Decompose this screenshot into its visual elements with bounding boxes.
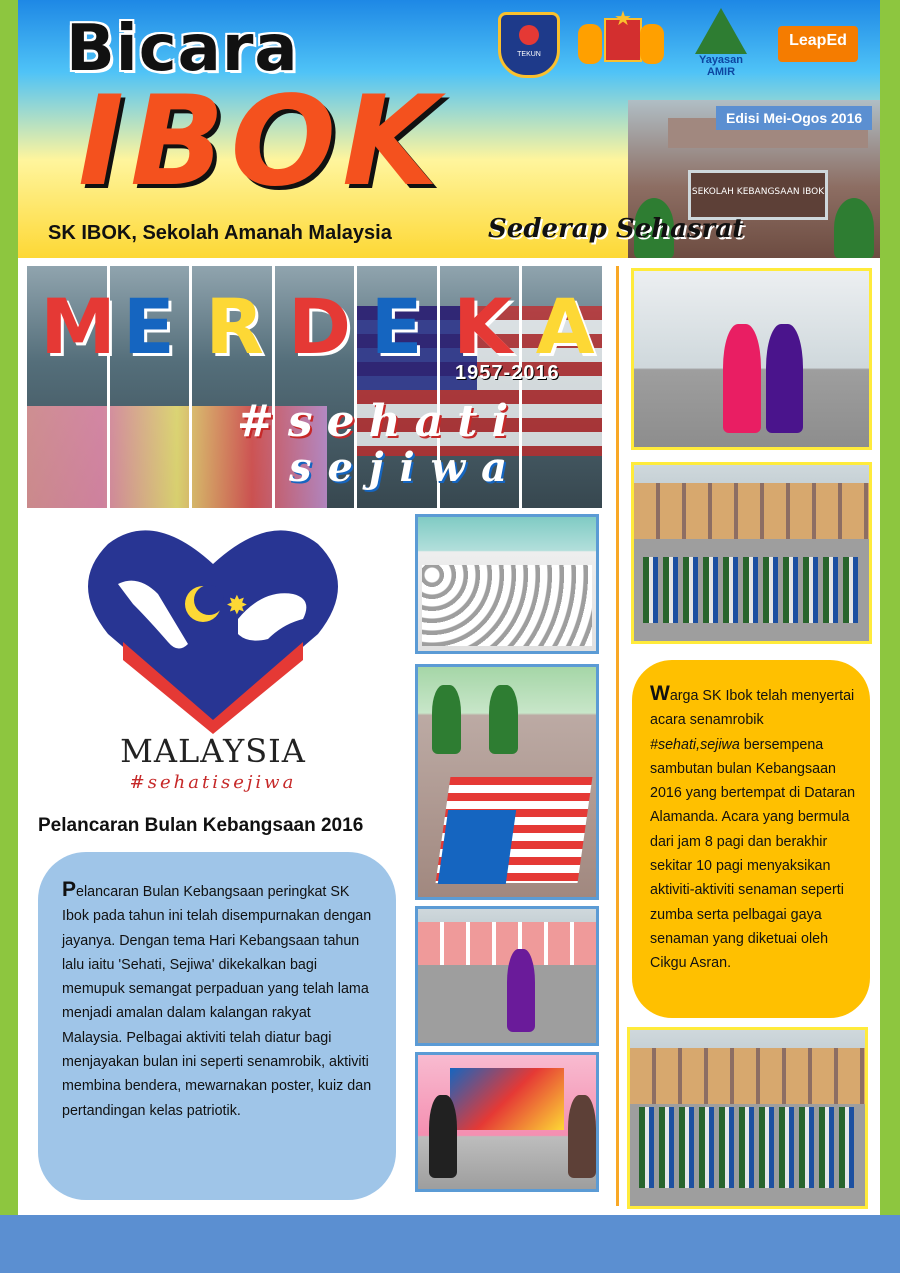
yayasan-label: Yayasan bbox=[698, 54, 744, 66]
launch-article-text: Pelancaran Bulan Kebangsaan peringkat SK Ibok pada tahun ini telah disempurnakan dengan jayanya. Dengan tema Hari Kebangsaan tahun lalu iaitu 'Sehati, Sejiwa' dikekalkan bagi memupuk semangat perpaduan yang telah lama menjadi amalan dalam kalangan rakyat Malaysia. Pelbagai aktiviti telah diatur bagi menjayakan bulan ini seperti senamrobik, aktiviti membina bendera, mewarnakan poster, kuiz dan pertandingan kelas patriotik. bbox=[62, 878, 372, 1119]
teacher-figure bbox=[723, 324, 761, 433]
merdeka-years: 1957-2016 bbox=[455, 362, 560, 384]
photo-flag-building bbox=[415, 664, 599, 900]
tree-right bbox=[834, 198, 874, 258]
page-frame-right bbox=[880, 0, 900, 1215]
title-bicara: Bicara bbox=[66, 12, 299, 86]
masthead bbox=[18, 0, 880, 258]
flag-mosaic-canton bbox=[438, 810, 516, 884]
photo-aerobics-crowd bbox=[631, 462, 872, 644]
hashtag-sehati: #sehati bbox=[237, 396, 523, 447]
merdeka-panel bbox=[110, 266, 193, 508]
photo-assembly-field bbox=[627, 1027, 868, 1209]
teacher-figure bbox=[507, 949, 535, 1032]
article-heading: Pelancaran Bulan Kebangsaan 2016 bbox=[38, 815, 364, 836]
aerobics-article-text: Warga SK Ibok telah menyertai acara senamrobik #sehati,sejiwa bersempena sambutan bulan Kebangsaan 2016 yang bertempat di Dataran Alamanda. Acara yang bermula dari jam 8 pagi dan berakhir sekitar 10 pagi menyaksikan aktiviti-aktiviti senaman seperti zumba serta pelbagai gaya senaman yang diketuai oleh Cikgu Asran. bbox=[650, 682, 856, 972]
merdeka-letter: K bbox=[453, 282, 513, 371]
heart-icon bbox=[78, 524, 348, 734]
amir-label: AMIR bbox=[706, 66, 736, 78]
photo-teachers-posing bbox=[631, 268, 872, 450]
merdeka-backdrop-banner bbox=[450, 1068, 564, 1130]
school-crest-logo bbox=[498, 12, 560, 78]
svg-text:✸: ✸ bbox=[226, 591, 248, 621]
merdeka-panel bbox=[522, 266, 605, 508]
yayasan-amir-logo bbox=[686, 8, 756, 94]
star-icon: ★ bbox=[614, 8, 632, 30]
column-divider bbox=[616, 266, 619, 1206]
launch-article-bubble bbox=[38, 852, 396, 1200]
school-sign: SEKOLAH KEBANGSAAN IBOK bbox=[688, 170, 828, 220]
page-frame-left bbox=[0, 0, 18, 1215]
photo-students-hall bbox=[415, 514, 599, 654]
school-motto: Sederap Sehasrat bbox=[488, 214, 745, 244]
leaped-logo: LeapEd bbox=[778, 26, 858, 62]
merdeka-letter: A bbox=[535, 282, 595, 371]
crest-emblem-icon bbox=[519, 25, 539, 45]
edition-badge: Edisi Mei-Ogos 2016 bbox=[716, 106, 872, 130]
teacher-figure bbox=[766, 324, 804, 433]
merdeka-letter: E bbox=[122, 282, 175, 371]
footer-bar bbox=[0, 1215, 900, 1273]
merdeka-letter: E bbox=[370, 282, 423, 371]
dropcap-p: P bbox=[62, 878, 77, 901]
hashtag-sejiwa: sejiwa bbox=[289, 444, 523, 491]
merdeka-banner bbox=[27, 266, 605, 508]
title-ibok: IBOK bbox=[78, 70, 445, 214]
merdeka-panel bbox=[192, 266, 275, 508]
merdeka-letter: R bbox=[205, 282, 264, 371]
crest-label: TEKUN bbox=[517, 51, 541, 58]
tiger-right-icon bbox=[640, 24, 664, 64]
merdeka-panel bbox=[27, 266, 116, 508]
malaysia-heart-logo bbox=[78, 524, 348, 794]
merdeka-letter: M bbox=[40, 282, 116, 371]
photo-merdeka-backdrop bbox=[415, 1052, 599, 1192]
tiger-left-icon bbox=[578, 24, 602, 64]
sehatisejiwa-tag: #sehatisejiwa bbox=[129, 772, 297, 793]
mountain-icon bbox=[695, 8, 747, 54]
malaysia-wordmark: MALAYSIA bbox=[120, 732, 306, 770]
photo-teacher-flag bbox=[415, 906, 599, 1046]
merdeka-letter: D bbox=[287, 282, 352, 371]
newsletter-subtitle: SK IBOK, Sekolah Amanah Malaysia bbox=[48, 222, 392, 244]
coat-of-arms-logo bbox=[578, 10, 664, 76]
dropcap-w: W bbox=[650, 682, 670, 705]
aerobics-article-bubble bbox=[632, 660, 870, 1018]
